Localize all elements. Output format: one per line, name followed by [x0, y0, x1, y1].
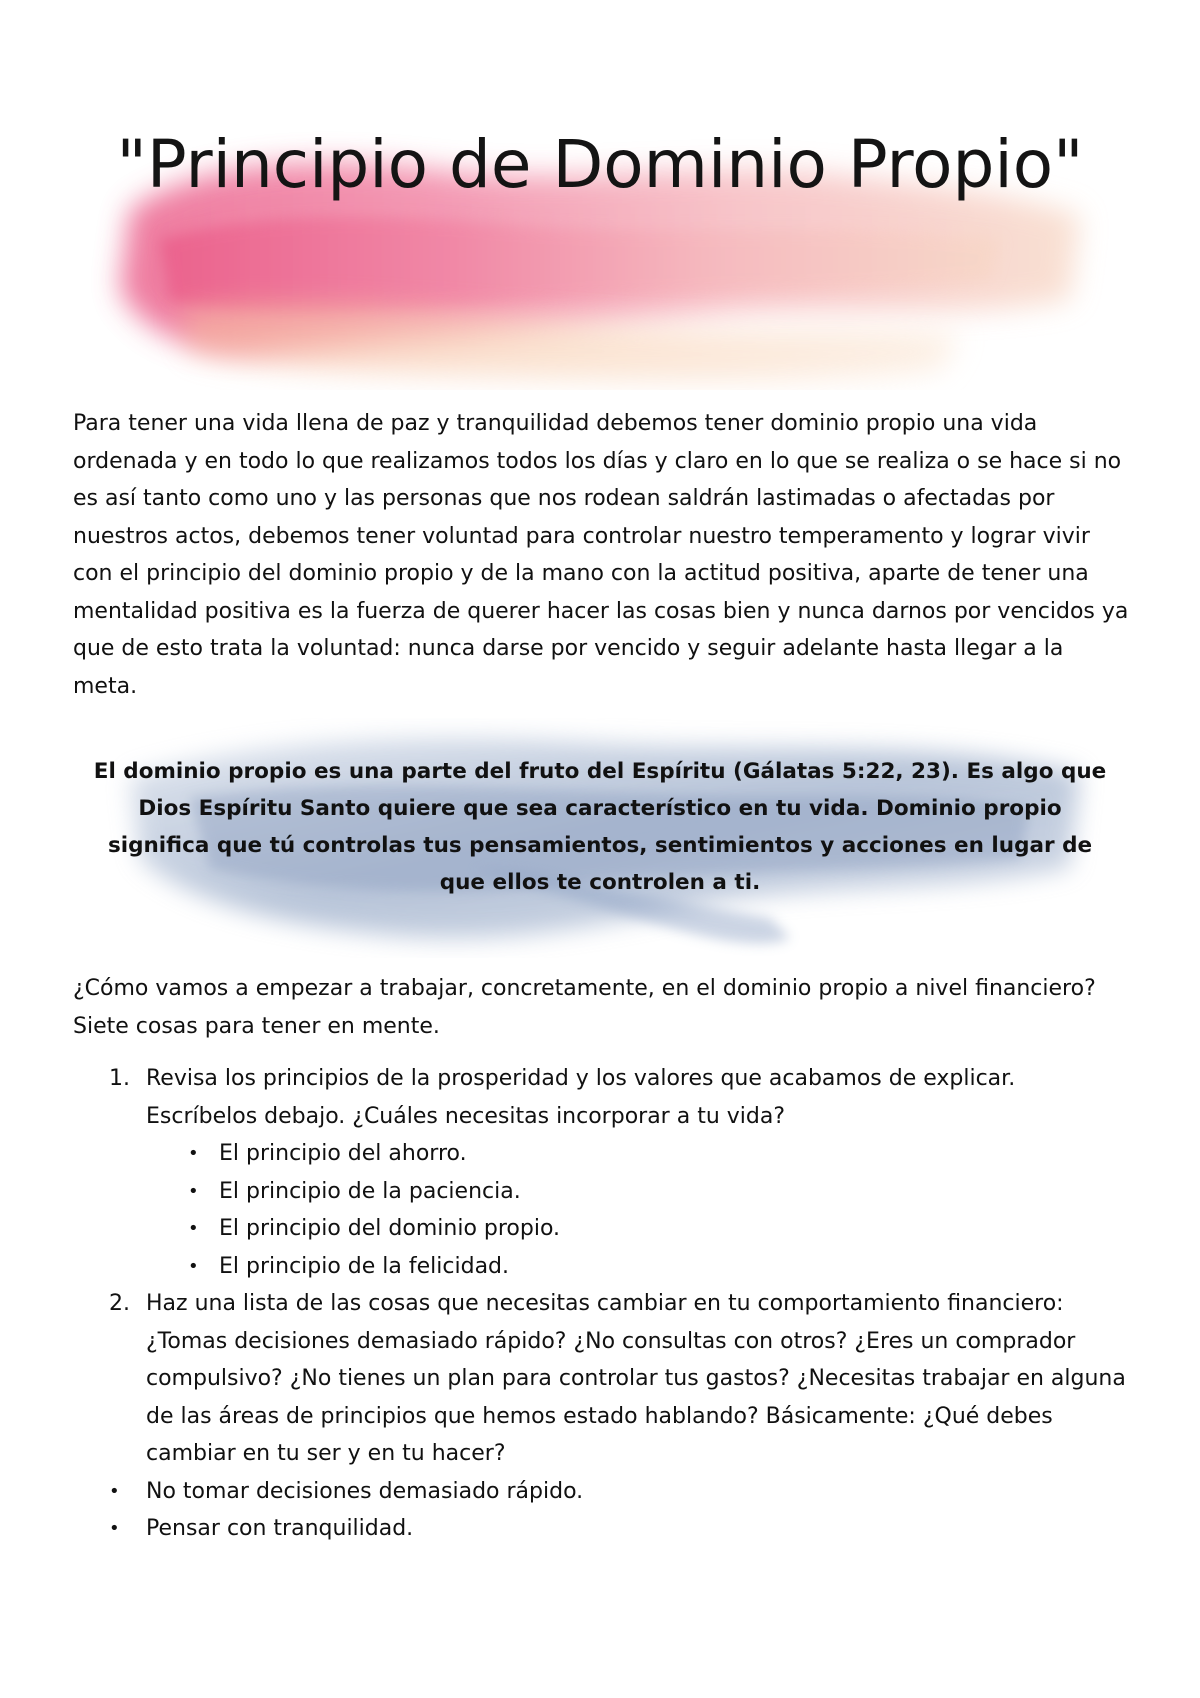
bullet-icon: • — [109, 1518, 120, 1539]
bullet-icon: • — [188, 1180, 199, 1202]
list-item — [146, 1173, 1133, 1211]
steps-list — [73, 1060, 1133, 1548]
step-item — [73, 1060, 1133, 1285]
list-item-text: El principio del ahorro. — [219, 1141, 467, 1166]
step-text: Revisa los principios de la prosperidad y los valores que acabamos de explicar. Escríbelos debajo. ¿Cuáles necesitas incorporar a tu vida? — [146, 1066, 1016, 1129]
question-paragraph: ¿Cómo vamos a empezar a trabajar, concretamente, en el dominio propio a nivel financiero? Siete cosas para tener en mente. — [73, 976, 1096, 1039]
list-item-text: El principio de la paciencia. — [219, 1178, 521, 1204]
list-item-text: El principio de la felicidad. — [219, 1253, 510, 1279]
list-item-text: El principio del dominio propio. — [219, 1216, 561, 1241]
step-item — [73, 1285, 1133, 1473]
bullet-icon: • — [188, 1143, 199, 1164]
list-item-text: Pensar con tranquilidad. — [146, 1516, 414, 1541]
title-banner — [60, 100, 1140, 390]
bullet-icon: • — [188, 1218, 199, 1239]
scripture-quote: El dominio propio es una parte del fruto del Espíritu (Gálatas 5:22, 23). Es algo que Dios Espíritu Santo quiere que sea característico en tu vida. Dominio propio significa que tú controlas tus pensamientos, sentimientos y acciones en lugar de que ellos te controlen a ti. — [93, 759, 1107, 895]
step-number: 2. — [109, 1291, 130, 1316]
bullet-icon: • — [109, 1480, 120, 1502]
step-text: Haz una lista de las cosas que necesitas cambiar en tu comportamiento financiero: ¿Tomas decisiones demasiado rápido? ¿No consultas con otros? ¿Eres un comprador compulsivo? ¿No tienes un plan para controlar tus gastos? ¿Necesitas trabajar en alguna de las áreas de principios que hemos estado hablando? Básicamente: ¿Qué debes cambiar en tu ser y en tu hacer? — [146, 1291, 1126, 1466]
intro-paragraph: Para tener una vida llena de paz y tranquilidad debemos tener dominio propio una vida ordenada y en todo lo que realizamos todos los días y claro en lo que se realiza o se hace si no es así tanto como uno y las personas que nos rodean saldrán lastimadas o afectadas por nuestros actos, debemos tener voluntad para controlar nuestro temperamento y lograr vivir con el principio del dominio propio y de la mano con la actitud positiva, aparte de tener una mentalidad positiva es la fuerza de querer hacer las cosas bien y nunca darnos por vencidos ya que de esto trata la voluntad: nunca darse por vencido y seguir adelante hasta llegar a la meta. — [73, 411, 1129, 699]
quote-banner — [70, 718, 1150, 958]
list-item — [146, 1135, 1133, 1173]
list-item-text: No tomar decisiones demasiado rápido. — [146, 1478, 584, 1504]
page-title: "Principio de Dominio Propio" — [116, 126, 1084, 203]
list-item — [73, 1473, 1133, 1511]
list-item — [73, 1510, 1133, 1548]
list-item — [146, 1210, 1133, 1248]
list-item — [146, 1248, 1133, 1286]
bullet-icon: • — [188, 1255, 199, 1277]
step-number: 1. — [109, 1066, 130, 1091]
principles-list — [146, 1135, 1133, 1285]
